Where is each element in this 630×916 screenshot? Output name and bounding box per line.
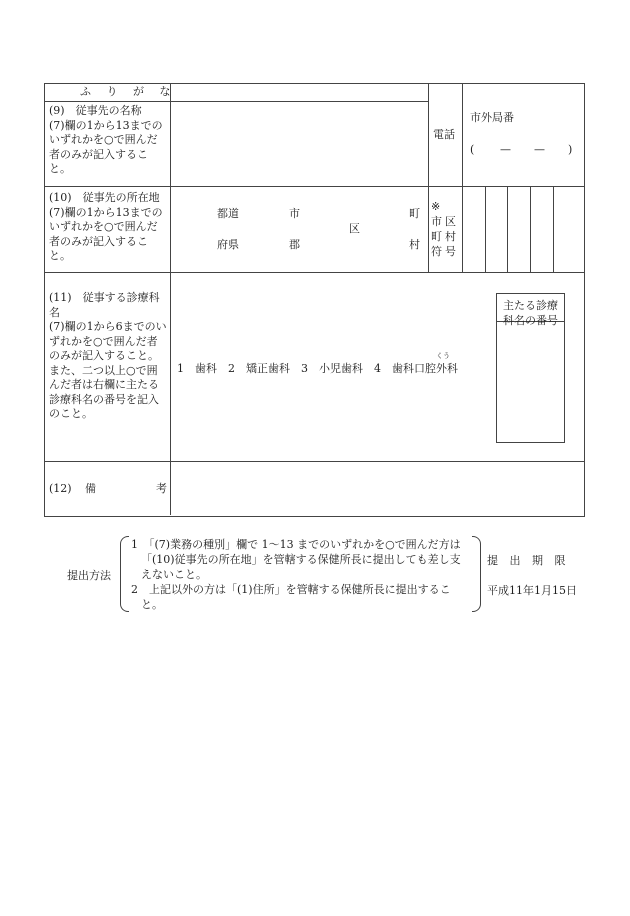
label-title: (10) 従事先の所在地 <box>49 191 160 204</box>
main-specialty-box <box>496 293 565 443</box>
submission-item: 1 「(7)業務の種別」欄で 1〜13 までのいずれかを○で囲んだ方は「(10)従事先の所在地」を管轄する保健所長に提出しても差し支えないこと。 <box>131 538 461 581</box>
furigana-label: ふ り が な <box>80 85 177 98</box>
remarks-number: (12) <box>49 482 72 495</box>
submission-item: 2 上記以外の方は「(1)住所」を管轄する保健所長に提出すること。 <box>131 583 451 611</box>
deadline-date: 平成11年1月15日 <box>487 584 577 597</box>
furigana-input[interactable] <box>171 84 427 100</box>
phone-label: 電話 <box>433 128 455 141</box>
label-note: (7)欄の1から6までのいずれかを○で囲んだ者のみが記入すること。 <box>49 320 167 362</box>
label-line: 符号 <box>431 245 459 258</box>
label-title: (9) 従事先の名称 <box>49 104 142 117</box>
label-line: 町村 <box>431 230 459 243</box>
mura-text: 村 <box>409 238 420 251</box>
deadline-label: 提 出 期 限 <box>487 554 570 567</box>
remarks-label: 備 <box>85 482 96 495</box>
dash: — <box>534 143 545 156</box>
main-specialty-input[interactable] <box>497 322 564 441</box>
main-specialty-label: 主たる診療科名の番号 <box>497 294 564 322</box>
municipality-code-label <box>431 199 459 259</box>
employer-address-input[interactable] <box>171 187 427 271</box>
bracket-right <box>472 536 481 612</box>
submission-method-label: 提出方法 <box>67 569 111 582</box>
ku-text: 区 <box>349 222 360 235</box>
specialty-label <box>49 291 167 422</box>
fuken-text: 府県 <box>217 238 239 251</box>
employer-name-input[interactable] <box>171 102 427 185</box>
employer-address-label <box>49 191 167 264</box>
submission-items <box>131 537 471 612</box>
machi-text: 町 <box>409 207 420 220</box>
label-line: 市区 <box>431 215 459 228</box>
area-code-label: 市外局番 <box>470 111 514 124</box>
ruby-text: くう <box>436 352 450 360</box>
bracket-left <box>120 536 129 612</box>
gun-text: 郡 <box>289 238 300 251</box>
label-note: また、二つ以上○で囲んだ者は右欄に主たる診療科名の番号を記入のこと。 <box>49 363 159 420</box>
specialty-options[interactable]: 1 歯科 2 矯正歯科 3 小児歯科 4 歯科口腔外科 <box>177 362 458 375</box>
todo-text: 都道 <box>217 207 239 220</box>
employer-name-label <box>49 104 167 177</box>
label-title: (11) 従事する診療科名 <box>49 291 160 319</box>
paren-close: ) <box>568 143 573 156</box>
note-mark: ※ <box>431 200 444 213</box>
remarks-label: 考 <box>156 482 167 495</box>
paren-open: ( <box>470 143 475 156</box>
shi-text: 市 <box>289 207 300 220</box>
remarks-input[interactable] <box>171 462 583 515</box>
dash: — <box>500 143 511 156</box>
label-note: (7)欄の1から13までのいずれかを○で囲んだ者のみが記入すること。 <box>49 118 163 175</box>
label-note: (7)欄の1から13までのいずれかを○で囲んだ者のみが記入すること。 <box>49 205 163 262</box>
